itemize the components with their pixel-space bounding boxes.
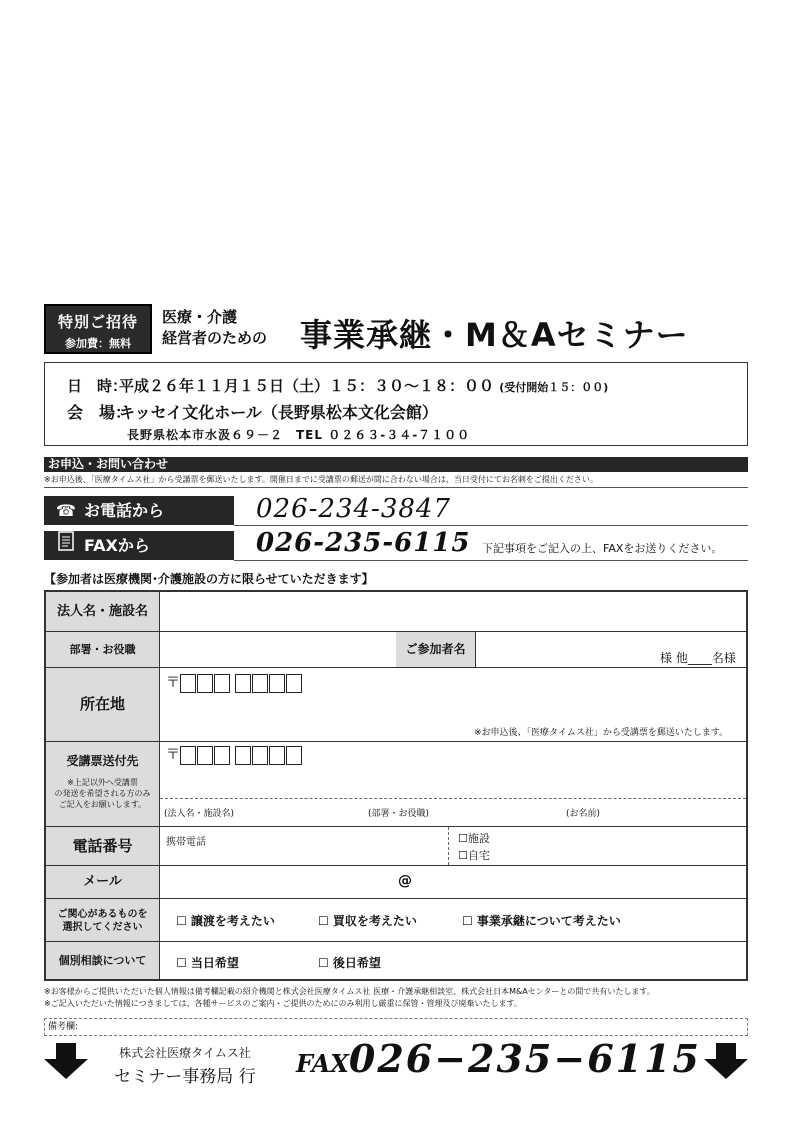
footer-company: 株式会社医療タイムス社	[119, 1046, 251, 1060]
mail-label: メール	[46, 866, 160, 898]
consult-option-same-day[interactable]: ☐ 当日希望	[176, 956, 239, 970]
interest-option-succession[interactable]: ☐ 事業承継について考えたい	[462, 914, 621, 928]
header-subtitle	[162, 307, 267, 349]
venue-value: キッセイ文化ホール（長野県松本文化会館）	[119, 403, 438, 422]
reception-time: (受付開始１５：００)	[499, 381, 609, 394]
memo-label: 備考欄:	[48, 1022, 79, 1032]
memo-field[interactable]	[44, 1018, 748, 1036]
subtitle-line1: 医療・介護	[162, 308, 238, 326]
invitation-badge	[44, 304, 152, 354]
address-note: ※お申込後、「医療タイムス社」から受講票を郵送いたします。	[474, 728, 729, 738]
dept-label: 部署・お役職	[46, 632, 160, 667]
subtitle-line2: 経営者のための	[162, 329, 268, 347]
tel-number[interactable]: 026-234-3847	[256, 494, 451, 524]
fax-number[interactable]: 026-235-6115	[256, 528, 471, 558]
participant-restriction: 【参加者は医療機関･介護施設の方に限らせていただきます】	[44, 572, 374, 586]
postal-digit-box[interactable]	[197, 674, 213, 693]
divider	[234, 560, 748, 561]
postal-mark: 〒	[166, 747, 180, 763]
postal-digit-box[interactable]	[252, 674, 268, 693]
badge-main: 特別ご招待	[57, 313, 138, 331]
sub-dept-label: (部署・お役職)	[368, 809, 430, 819]
postal-digit-box[interactable]	[269, 746, 285, 765]
ticket-note-1: ※上記以外へ受講票	[67, 778, 138, 787]
divider	[44, 487, 748, 488]
privacy-note-1: ※お客様からご提供いただいた個人情報は備考欄記載の紹介機関と株式会社医療タイムス社 医療・介護承継相談室、株式会社日本M&Aセンターとの間で共有いたします。	[44, 987, 655, 996]
phone-icon: ☎	[56, 501, 76, 520]
postal-digit-box[interactable]	[197, 746, 213, 765]
tel-label: お電話から	[84, 501, 165, 520]
interest-label-1: ご関心があるものを	[57, 909, 148, 920]
postal-mark: 〒	[166, 675, 180, 691]
dept-input[interactable]	[161, 632, 396, 667]
mail-input[interactable]	[161, 866, 746, 898]
interest-label-2: 選択してください	[62, 922, 143, 933]
postal-digit-box[interactable]	[252, 746, 268, 765]
consult-option-later[interactable]: ☐ 後日希望	[318, 956, 381, 970]
mail-at-symbol: @	[398, 873, 412, 889]
venue-label: 会 場：	[67, 403, 132, 422]
privacy-note-2: ※ご記入いただいた情報につきましては、各種サービスのご案内・ご提供のためにのみ利用し厳重に保管・管理及び廃棄いたします。	[44, 999, 522, 1008]
divider	[448, 827, 449, 865]
venue-address: 長野県松本市水汲６９－２ TEL ０２６３-３４-７１００	[127, 428, 471, 442]
sub-org-label: (法人名・施設名)	[164, 809, 235, 819]
ticket-label: 受講票送付先	[66, 754, 139, 768]
divider	[160, 798, 746, 799]
phone-option-home[interactable]: ☐自宅	[458, 849, 490, 862]
footer-fax	[296, 1036, 701, 1081]
address-postal-code[interactable]	[166, 672, 303, 693]
tel-label-box	[44, 496, 234, 525]
event-venue-row	[67, 400, 438, 423]
postal-digit-box[interactable]	[214, 674, 230, 693]
address-label: 所在地	[46, 668, 160, 741]
phone-option-facility[interactable]: ☐施設	[458, 832, 490, 845]
apply-note: ※お申込後、「医療タイムス社」から受講票を郵送いたします。開催日までに受講票の郵送が間に合わない場合は、当日受付にてお名刺をご提出ください。	[44, 475, 598, 484]
footer-recipient	[100, 1044, 270, 1087]
date-label: 日 時：	[67, 377, 128, 395]
postal-digit-box[interactable]	[180, 674, 196, 693]
event-date-row	[67, 375, 608, 396]
mobile-label: 携帯電話	[166, 837, 206, 848]
fax-label-box	[44, 531, 234, 560]
interest-option-transfer[interactable]: ☐ 譲渡を考えたい	[176, 914, 275, 928]
participant-label: ご参加者名	[396, 632, 476, 667]
fax-label: FAXから	[84, 536, 150, 555]
ticket-postal-code[interactable]	[166, 744, 303, 765]
postal-digit-box[interactable]	[235, 674, 251, 693]
arrow-down-icon	[704, 1043, 748, 1079]
postal-digit-box[interactable]	[286, 674, 302, 693]
ticket-note-2: の発送を希望される方のみ	[54, 789, 151, 798]
org-label: 法人名・施設名	[46, 592, 160, 631]
interest-option-acquire[interactable]: ☐ 買収を考えたい	[318, 914, 417, 928]
ticket-label-cell	[46, 742, 160, 826]
phone-label: 電話番号	[46, 827, 160, 865]
footer-office: セミナー事務局 行	[114, 1067, 256, 1087]
date-value: 平成２６年１１月１５日（土）１５：３０〜１８：００	[119, 377, 495, 395]
postal-digit-box[interactable]	[286, 746, 302, 765]
participant-suffix: 様 他____名様	[660, 651, 736, 665]
ticket-note-3: ご記入をお願いします。	[58, 800, 147, 809]
footer-fax-number[interactable]: 026−235−6115	[348, 1036, 701, 1081]
seminar-header	[44, 304, 749, 354]
page-title: 事業承継・M＆Aセミナー	[300, 316, 689, 354]
interest-label-cell	[46, 899, 160, 941]
postal-digit-box[interactable]	[269, 674, 285, 693]
registration-form	[44, 590, 748, 981]
fax-document-icon	[54, 531, 78, 560]
event-info-box	[44, 362, 748, 446]
postal-digit-box[interactable]	[235, 746, 251, 765]
badge-sub: 参加費：無料	[65, 337, 131, 350]
fax-instruction: 下記事項をご記入の上、FAXをお送りください。	[482, 542, 723, 555]
footer-fax-prefix: FAX	[296, 1049, 349, 1078]
sub-name-label: (お名前)	[566, 809, 601, 819]
apply-bar: お申込・お問い合わせ	[44, 457, 748, 472]
org-input[interactable]	[161, 592, 746, 631]
arrow-down-icon	[44, 1043, 88, 1079]
consult-label: 個別相談について	[46, 942, 160, 979]
postal-digit-box[interactable]	[214, 746, 230, 765]
divider	[234, 525, 748, 526]
postal-digit-box[interactable]	[180, 746, 196, 765]
